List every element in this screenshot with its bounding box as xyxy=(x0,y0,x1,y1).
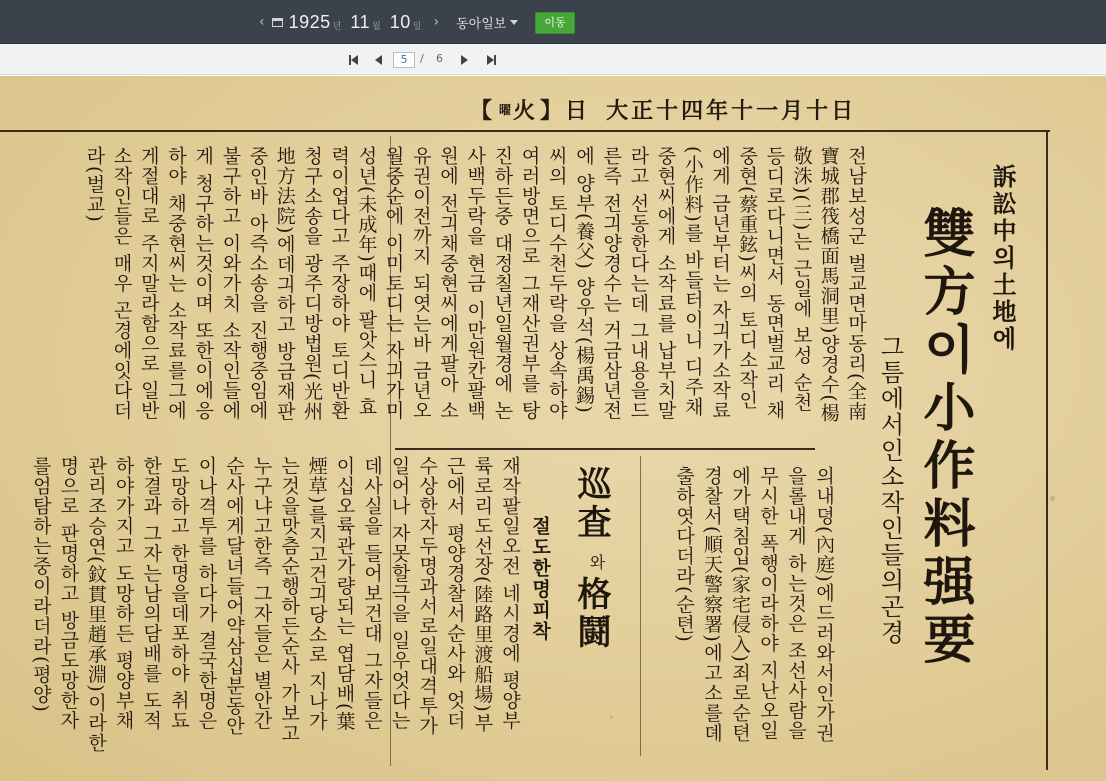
article1-body-column: 라(벌교) xyxy=(83,146,106,223)
current-page-input[interactable]: 5 xyxy=(393,52,415,68)
article1-body-column: 씨의 토디수천두락을 상속하야 xyxy=(545,146,568,421)
article1-headline-main: 雙方이小作料强要 xyxy=(914,206,975,670)
article2-body-column: 수상한자두명과서로일대격투가 xyxy=(416,456,439,736)
article2-body-column: 일어나 자못할극을 일우엇다는 xyxy=(388,456,411,731)
article1-subhead: 그틈에서인소작인들의곤경 xyxy=(876,334,904,646)
article2-body-column: 하야가지고 도망하든 평양부채 xyxy=(112,456,135,731)
last-page-button[interactable] xyxy=(483,44,499,75)
previous-date-button[interactable]: ‹ xyxy=(259,14,265,30)
header-date-text: 大正十四年十一月十日 xyxy=(606,98,857,124)
article2-headline-connector: 와 xyxy=(587,554,606,570)
article1-body-column: 진하든중 대정칠년일월경에 논 xyxy=(491,146,514,421)
newspaper-page-image[interactable] xyxy=(0,76,1106,781)
article1-body-column: 에게 금년부터는 자긔가소작료 xyxy=(709,146,731,421)
year-unit-label: 년 xyxy=(332,21,342,32)
newspaper-select-value: 동아일보 xyxy=(456,16,507,32)
month-unit-label: 월 xyxy=(372,21,381,32)
header-weekday-small: 曜 xyxy=(499,103,512,117)
month-value[interactable]: 11 xyxy=(350,11,371,32)
newspaper-select[interactable] xyxy=(456,13,518,32)
next-page-button[interactable] xyxy=(457,44,471,75)
article2-headline-b: 格鬪 xyxy=(571,576,611,652)
year-value[interactable]: 1925 xyxy=(288,11,331,32)
article2-body-column: 를엄탐하는중이라더라(평양) xyxy=(29,456,52,713)
article1-body-column: 전남보성군 벌교면마동리(全南 xyxy=(845,146,867,422)
article2-body-column: 재작팔일오전 네시경에 평양부 xyxy=(499,456,521,731)
header-weekday: 火 xyxy=(513,98,539,124)
article1-body-column: 불구하고 이와가치 소작인들에 xyxy=(219,146,242,421)
header-bracket-right: 】日 xyxy=(540,98,591,124)
page-navigation-bar xyxy=(0,44,1106,75)
col3-tail-column: 을롤내게 하는것은 조선사람을 xyxy=(785,466,807,741)
article1-body-column: 중현씨에게 소작료를 납부치말 xyxy=(654,146,677,421)
article1-body-column: 게 청구하는것이며 또한이에응 xyxy=(192,146,215,421)
article2-body-column: 륙로리도선장(陸路里渡船場)부 xyxy=(471,456,494,733)
next-date-button[interactable]: › xyxy=(433,14,440,30)
article1-body-column: 중현(蔡重鉉)씨의 토디소작인 xyxy=(736,146,759,410)
article2-body-column: 煙草)를지고건긔당소로 지나가 xyxy=(305,456,328,732)
article1-body-column: (小作料)를 바들터이니 디주채 xyxy=(681,146,704,417)
article2-body-column: 이나격투를 하다가 결국한명은 xyxy=(195,456,218,731)
article1-body-column: 청구소송을 광주디방법원(光州 xyxy=(301,146,323,422)
article2-body-column: 관리조승연(鈫貫里趙承淵)이라한 xyxy=(85,456,107,753)
go-button[interactable]: 이동 xyxy=(535,12,575,34)
article1-body-column: 중인바 아즉소송을 진행중임에 xyxy=(246,146,269,421)
top-rule xyxy=(0,130,1050,132)
day-value[interactable]: 10 xyxy=(389,11,411,32)
right-rule xyxy=(1046,130,1048,770)
article2-body-column: 근에서 평양경찰서순사와 엇더 xyxy=(443,456,466,731)
article1-body-column: 敬洙)(三)는 근일에 보성 순천 xyxy=(790,146,813,413)
col3-tail-column: 경찰서(順天警察署)에고소를뎨 xyxy=(701,466,723,743)
article2-body-column: 순사에게달녀들어약삼십분동안 xyxy=(223,456,245,736)
article1-body-column: 하야 채중현씨는 소작료를그에 xyxy=(165,146,187,421)
last-page-icon xyxy=(494,55,496,65)
first-page-button[interactable] xyxy=(345,44,361,75)
previous-page-icon xyxy=(375,55,382,65)
article2-subhead: 절도한명피착 xyxy=(529,516,551,642)
first-page-arrow-icon xyxy=(351,55,358,65)
article1-body-column: 게절대로 주지말라함으로 일반 xyxy=(137,146,160,421)
article1-body-column: 地方法院)에데긔하고 방금재판 xyxy=(273,146,296,422)
article1-body-column: 등디로다니면서 동면벌교리 채 xyxy=(763,146,786,421)
article1-body-column: 소작인들은 매우 곤경에잇다더 xyxy=(110,146,133,421)
previous-page-button[interactable] xyxy=(371,44,385,75)
article1-body-column: 원에 전긔채중현씨에게팔아 소 xyxy=(437,146,459,421)
article1-body-column: 월중순에 이미토디는 자긔가미 xyxy=(382,146,405,421)
newspaper-date-header xyxy=(468,94,856,125)
article1-body-column: 寶城郡筏橋面馬洞里)양경수(楊 xyxy=(817,146,840,423)
article2-body-column: 이십오륙관가량되는 엽담배(葉 xyxy=(333,456,356,732)
article1-headline-top: 訴訟中의土地에 xyxy=(988,164,1017,353)
last-page-arrow-icon xyxy=(487,55,494,65)
day-unit-label: 일 xyxy=(412,21,422,32)
article1-body-column: 사백두락을 현금 이만원칸팔백 xyxy=(464,146,487,421)
article1-body-column: 성년(未成年)때에 팔앗스니 효 xyxy=(355,146,378,417)
article1-body-column: 른즉 전긔양경수는 거금삼년전 xyxy=(600,146,623,421)
next-page-icon xyxy=(461,55,468,65)
header-bracket-left: 【 xyxy=(470,98,496,124)
paper-speck xyxy=(1050,496,1055,501)
article2-headline-a: 巡査 xyxy=(571,466,611,542)
article1-body-column: 력이업다고 주장하야 토디반환 xyxy=(328,146,351,421)
top-navigation-bar xyxy=(0,0,1106,44)
col3-tail-column: 의내뎡(內庭)에드러와서인가권 xyxy=(813,466,835,743)
chevron-down-icon xyxy=(510,20,518,25)
col3-tail-column: 에가택침입(家宅侵入)죄로순텬 xyxy=(729,466,751,743)
article2-body-column: 데사실을 들어보건대 그자들은 xyxy=(361,456,383,731)
date-navigator xyxy=(256,0,518,44)
article1-body-column: 라고 선동한다는데 그내용을드 xyxy=(627,146,650,421)
article2-body-column: 도망하고 한명을데포하야 취됴 xyxy=(167,456,190,731)
article1-body-column: 여러방면으로 그재산권부를 탕 xyxy=(518,146,541,421)
paper-speck xyxy=(610,716,613,719)
article1-body-column: 유권이전까지 되엿는바 금년오 xyxy=(409,146,432,421)
article2-body-column: 누구냐고한즉 그자들은 별안간 xyxy=(250,456,273,731)
page-separator: / xyxy=(420,52,424,65)
article2-body-column: 한결과 그자는남의담배를 도적 xyxy=(140,456,163,731)
col3-tail-column: 무시한 폭행이라하야 지난오일 xyxy=(757,466,779,741)
col3-tail-column: 출하엿다더라(순텬) xyxy=(673,466,695,643)
calendar-icon[interactable] xyxy=(272,18,283,27)
article2-body-column: 명으로 판명하고 방금도망한자 xyxy=(57,456,80,731)
article2-body-column: 는것을맛츰순행하든순사 가보고 xyxy=(278,456,301,744)
total-pages: 6 xyxy=(436,52,443,65)
article1-body-column: 에 양부(養父) 양우석(楊禹錫) xyxy=(573,146,595,414)
